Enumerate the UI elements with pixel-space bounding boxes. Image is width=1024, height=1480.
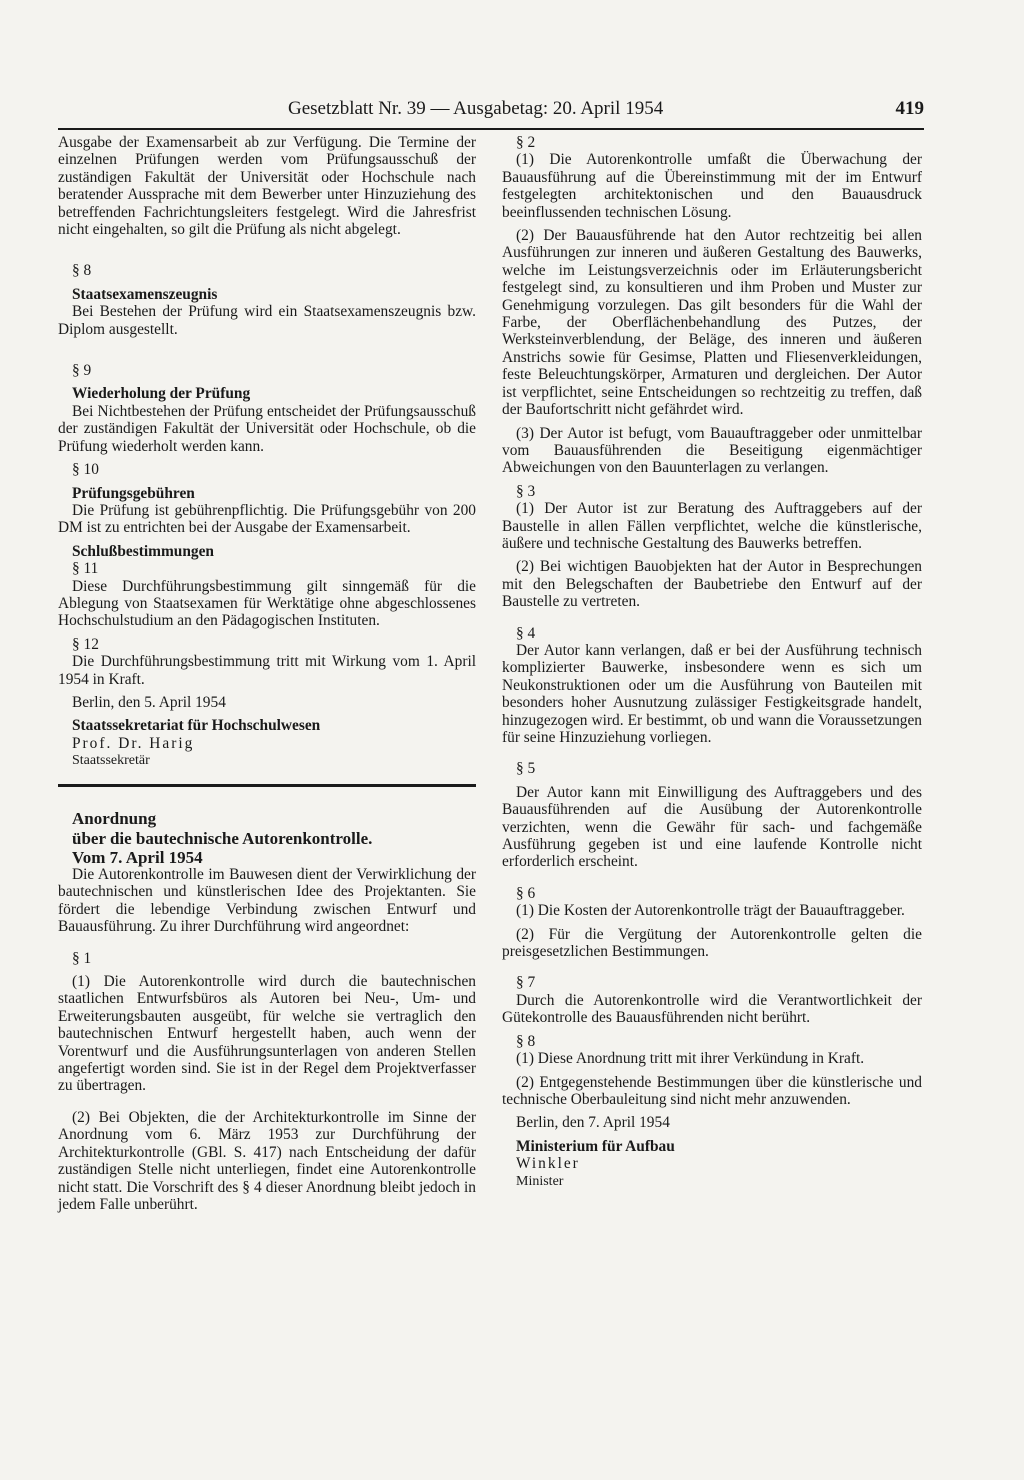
ordinance-section-7-number: § 7 — [516, 974, 536, 992]
ordinance-section-6-para-2: (2) Für die Vergütung der Autorenkontrolle gelten die preisgesetzlichen Bestimmungen. — [502, 925, 922, 961]
ordinance-intro: Die Autorenkontrolle im Bauwesen dient der Verwirklichung der bautechnischen und künstlerischen Idee des Projektanten. Sie fördert die lebendige Verbindung zwischen Entwurf und Bauausführung. Zu ihrer Durchführung wird angeordnet: — [58, 866, 476, 936]
ordinance-section-1-para-2: (2) Bei Objekten, die der Architekturkontrolle im Sinne der Anordnung vom 6. März 1953 zur Durchführung der Architekturkontrolle (GBl. S. 417) nach Entscheidung der dafür zuständigen Stelle nicht unterliegen, findet eine Autorenkontrolle nicht statt. Die Vorschrift des § 4 dieser Anordnung bleibt jedoch in jedem Falle unberührt. — [58, 1108, 476, 1213]
ordinance-section-8-para-1: (1) Diese Anordnung tritt mit ihrer Verkündung in Kraft. — [516, 1050, 865, 1068]
section-9-number: § 9 — [72, 362, 92, 380]
ordinance-section-8-number: § 8 — [516, 1032, 536, 1050]
signature-institution-left: Staatssekretariat für Hochschulwesen — [72, 717, 321, 735]
header-rule — [58, 128, 924, 130]
ordinance-section-3-para-1: (1) Der Autor ist zur Beratung des Auftraggebers auf der Baustelle in allen Fällen verpflichtet, welche die künstlerische, äußere und technische Gestaltung des Bauwerks betreffen. — [502, 500, 922, 552]
page-number: 419 — [895, 98, 924, 119]
section-9-heading: Wiederholung der Prüfung — [72, 385, 251, 403]
left-column — [58, 134, 476, 1213]
signature-name-left: Prof. Dr. Harig — [72, 734, 195, 752]
ordinance-title-line-1: Anordnung — [72, 808, 157, 828]
signature-role-right: Minister — [516, 1173, 564, 1189]
final-provisions-heading: Schlußbestimmungen — [72, 542, 214, 560]
signature-role-left: Staatssekretär — [72, 753, 150, 769]
ordinance-section-4-para-1: Der Autor kann verlangen, daß er bei der Ausführung technisch komplizierter Bauwerke, insbesondere wenn es sich um Neukonstruktionen oder um die Ausführung von Bauteilen mit besonders hoher Ausnutzung zulässiger Festigkeitsgrade handelt, hinzugezogen wird. Er bestimmt, ob und wann die Voraussetzungen für seine Hinzuziehung vorliegen. — [502, 641, 922, 746]
ordinance-section-2-number: § 2 — [516, 134, 536, 151]
signature-institution-right: Ministerium für Aufbau — [516, 1137, 675, 1155]
ordinance-section-2-para-2: (2) Der Bauausführende hat den Autor rechtzeitig bei allen Ausführungen zur inneren und äußeren Gestaltung des Bauwerks, welche im Leistungsverzeichnis oder im Erläuterungsbericht festgelegt sind, zu konsultieren und ihm Proben und Muster zur Genehmigung vorzulegen. Das gilt besonders für die Wahl der Farbe, der Oberflächenbehandlung des Putzes, der Werksteinverblendung, der Beläge, des inneren und äußeren Anstrichs sowie für Gesimse, Platten und Fliesenverkleidungen, feste Beleuchtungskörper, Armaturen und dergleichen. Der Autor ist verpflichtet, seine Entscheidungen so rechtzeitig zu treffen, daß der Baufortschritt nicht gefährdet wird. — [502, 227, 922, 419]
section-divider-rule — [58, 784, 476, 787]
signature-name-right: Winkler — [516, 1155, 580, 1173]
ordinance-section-5-para-1: Der Autor kann mit Einwilligung des Auftraggebers und des Bauausführenden auf die Ausübung der Autorenkontrolle verzichten, wenn die Gewähr für sach- und fachgemäße Ausführung gegeben ist und eine laufende Kontrolle nicht erforderlich erscheint. — [502, 783, 922, 871]
ordinance-section-6-para-1: (1) Die Kosten der Autorenkontrolle trägt der Bauauftraggeber. — [516, 902, 905, 920]
page-header — [58, 98, 924, 128]
ordinance-date: Vom 7. April 1954 — [72, 847, 203, 867]
section-10-number: § 10 — [72, 461, 99, 479]
ordinance-section-5-number: § 5 — [516, 760, 536, 778]
section-12-text: Die Durchführungsbestimmung tritt mit Wirkung vom 1. April 1954 in Kraft. — [58, 653, 476, 688]
place-date-right: Berlin, den 7. April 1954 — [516, 1114, 670, 1132]
intro-paragraph: Ausgabe der Examensarbeit ab zur Verfügung. Die Termine der einzelnen Prüfungen werden vom Prüfungsausschuß der zuständigen Fakultät der Universität oder Hochschule nach beratender Aussprache mit dem Bewerber unter Hinzuziehung des betreffenden Fachrichtungsleiters festgelegt. Wird die Jahresfrist nicht eingehalten, so gilt die Prüfung als nicht abgelegt. — [58, 134, 476, 239]
section-11-number: § 11 — [72, 560, 99, 578]
ordinance-section-2-para-3: (3) Der Autor ist befugt, vom Bauauftraggeber oder unmittelbar vom Bauausführenden die Beseitigung eigenmächtiger Abweichungen von den Bauunterlagen zu verlangen. — [502, 424, 922, 477]
ordinance-section-1-para-1: (1) Die Autorenkontrolle wird durch die bautechnischen staatlichen Entwurfsbüros als Autoren bei Neu-, Um- und Erweiterungsbauten ausgeübt, für welche sie vertraglich den bautechnischen Entwurf hergestellt haben, auch wenn der Vorentwurf und die Ausführungsunterlagen von anderen Stellen angefertigt worden sind. Sie ist in der Regel dem Projektverfasser zu übertragen. — [58, 973, 476, 1095]
section-8-number: § 8 — [72, 262, 92, 280]
gazette-title: Gesetzblatt Nr. 39 — Ausgabetag: 20. April 1954 — [288, 98, 664, 119]
ordinance-section-3-number: § 3 — [516, 482, 536, 500]
place-date-left: Berlin, den 5. April 1954 — [72, 693, 226, 711]
ordinance-section-7-para-1: Durch die Autorenkontrolle wird die Verantwortlichkeit der Gütekontrolle des Bauausführenden nicht berührt. — [502, 991, 922, 1027]
section-11-text: Diese Durchführungsbestimmung gilt sinngemäß für die Ablegung von Staatsexamen für Werktätige ohne abgeschlossenes Hochschulstudium an den Pädagogischen Instituten. — [58, 577, 476, 630]
right-column — [502, 134, 922, 1190]
ordinance-section-3-para-2: (2) Bei wichtigen Bauobjekten hat der Autor in Besprechungen mit den Belegschaften der Baubetriebe den Entwurf auf der Baustelle zu vertreten. — [502, 558, 922, 611]
section-9-text: Bei Nichtbestehen der Prüfung entscheidet der Prüfungsausschuß der zuständigen Fakultät der Universität oder Hochschule, ob die Prüfung wiederholt werden kann. — [58, 402, 476, 455]
section-10-text: Die Prüfung ist gebührenpflichtig. Die Prüfungsgebühr von 200 DM ist zu entrichten bei der Ausgabe der Examensarbeit. — [58, 501, 476, 537]
ordinance-title-line-2: über die bautechnische Autorenkontrolle. — [72, 828, 373, 848]
ordinance-section-6-number: § 6 — [516, 884, 536, 902]
section-12-number: § 12 — [72, 635, 99, 653]
ordinance-section-8-para-2: (2) Entgegenstehende Bestimmungen über die künstlerische und technische Oberbauleitung sind nicht mehr anzuwenden. — [502, 1073, 922, 1108]
section-10-heading: Prüfungsgebühren — [72, 484, 195, 502]
section-8-heading: Staatsexamenszeugnis — [72, 285, 218, 303]
ordinance-section-1-number: § 1 — [72, 949, 92, 967]
ordinance-section-2-para-1: (1) Die Autorenkontrolle umfaßt die Überwachung der Bauausführung auf die Übereinstimmung mit der im Entwurf festgelegten architektonischen und den Bauausdruck beeinflussenden technischen Lösung. — [502, 151, 922, 221]
ordinance-section-4-number: § 4 — [516, 624, 536, 642]
section-8-text: Bei Bestehen der Prüfung wird ein Staatsexamenszeugnis bzw. Diplom ausgestellt. — [58, 303, 476, 338]
